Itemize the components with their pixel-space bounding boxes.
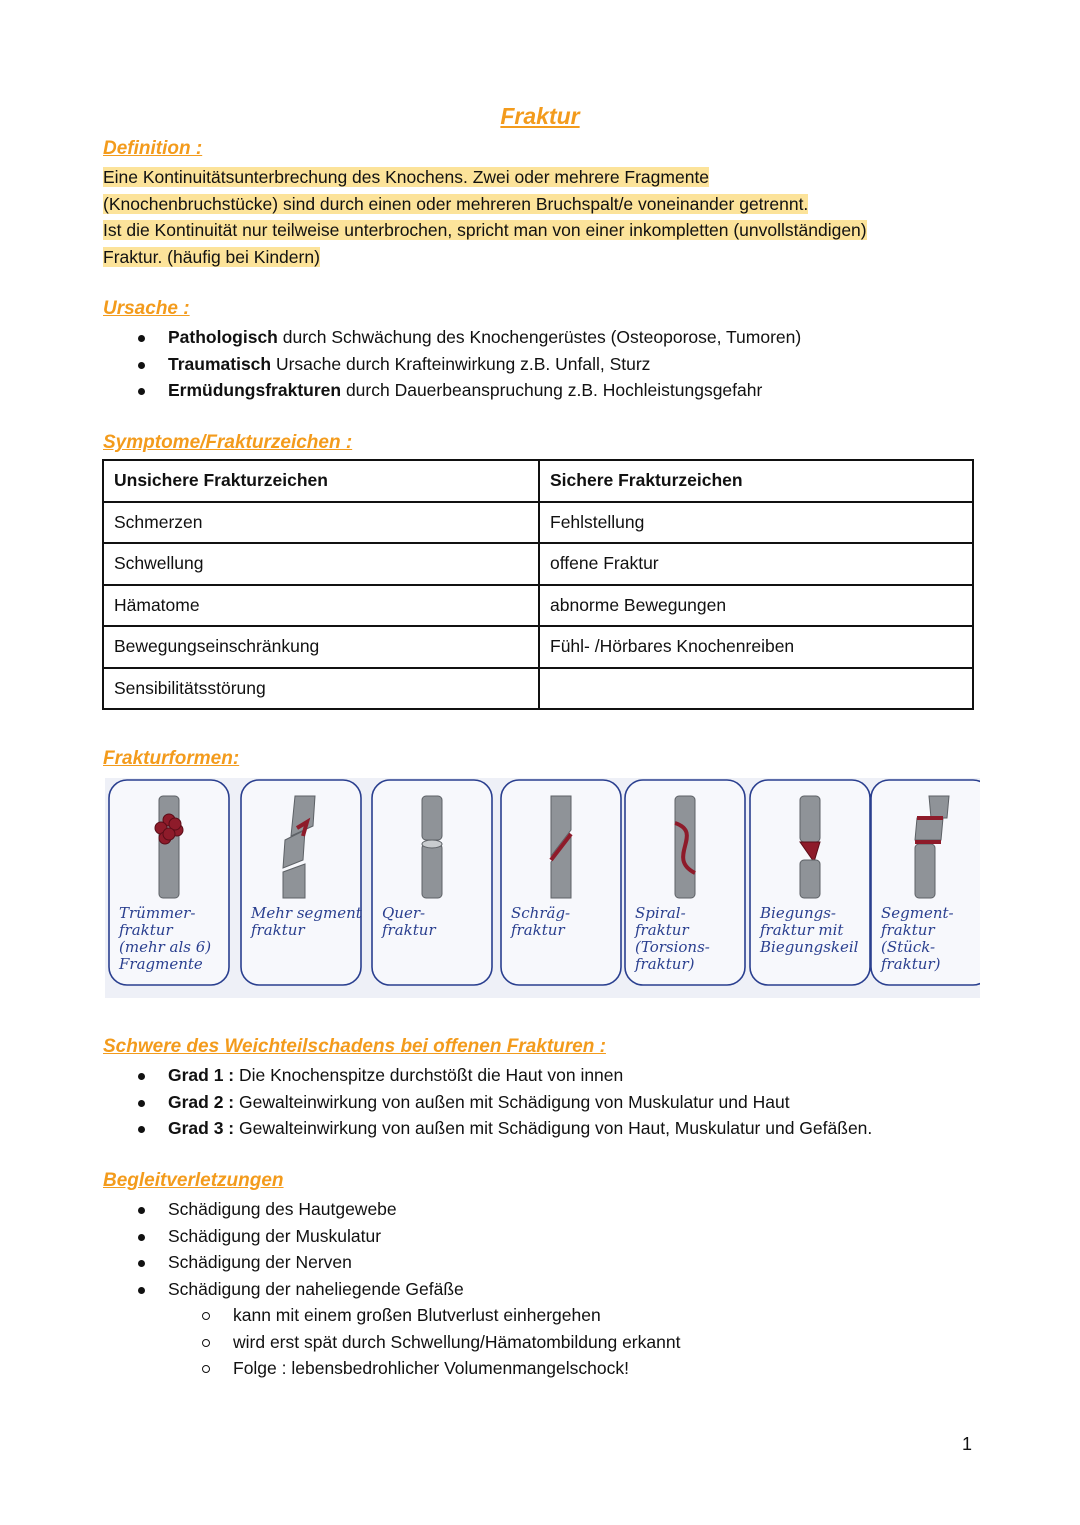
card-label: fraktur)	[635, 955, 695, 973]
frakturformen-heading: Frakturformen:	[103, 748, 240, 769]
table-row	[103, 543, 973, 585]
symptom-table	[102, 459, 974, 710]
table-row	[103, 668, 973, 710]
definition-heading: Definition :	[103, 138, 203, 159]
bone-lower	[915, 844, 935, 898]
table-cell: Bewegungseinschränkung	[103, 626, 539, 668]
card-label: Schräg-	[511, 904, 571, 922]
sub-list-item	[130, 1329, 680, 1356]
bone-lower	[422, 844, 442, 898]
ursache-list	[130, 324, 801, 404]
card-label: Fragmente	[119, 955, 203, 973]
table-cell: Schwellung	[103, 543, 539, 585]
definition-line: Fraktur. (häufig bei Kindern)	[103, 246, 320, 267]
card-label: Trümmer-	[119, 904, 196, 922]
list-item	[130, 1062, 872, 1089]
card-label: fraktur	[635, 921, 689, 939]
bullet-icon	[138, 335, 145, 342]
item-text: wird erst spät durch Schwellung/Hämatombildung erkannt	[233, 1331, 681, 1352]
bone-upper	[929, 796, 949, 818]
list-item	[130, 324, 801, 351]
table-cell: Hämatome	[103, 585, 539, 627]
list-item	[130, 1115, 872, 1142]
bone-upper	[800, 796, 820, 842]
card-label: Quer-	[382, 904, 426, 922]
bullet-icon	[138, 1207, 145, 1214]
bullet-icon	[138, 1260, 145, 1267]
card-label: fraktur	[511, 921, 565, 939]
card-label: Segment-	[881, 904, 954, 922]
card-label: fraktur	[251, 921, 305, 939]
item-text: kann mit einem großen Blutverlust einhergehen	[233, 1305, 601, 1325]
hollow-bullet-icon	[202, 1312, 210, 1320]
table-cell: Fehlstellung	[539, 502, 973, 544]
card-label: Biegungs-	[760, 904, 836, 922]
ursache-heading: Ursache :	[103, 298, 190, 319]
hollow-bullet-icon	[202, 1339, 210, 1347]
begleit-list	[130, 1196, 680, 1382]
card-label: Mehr segment	[251, 904, 362, 922]
sub-list-item	[130, 1302, 680, 1329]
weichteil-list	[130, 1062, 872, 1142]
bone-middle	[915, 818, 943, 840]
bone-shaft	[159, 796, 179, 898]
bullet-icon	[138, 362, 145, 369]
table-cell: abnorme Bewegungen	[539, 585, 973, 627]
list-item	[130, 351, 801, 378]
column-header: Sichere Frakturzeichen	[539, 460, 973, 502]
bullet-icon	[138, 1234, 145, 1241]
bullet-icon	[138, 1287, 145, 1294]
table-cell: Schmerzen	[103, 502, 539, 544]
definition-line: Eine Kontinuitätsunterbrechung des Knochens. Zwei oder mehrere Fragmente	[103, 167, 710, 187]
hollow-bullet-icon	[202, 1365, 210, 1373]
symptome-heading: Symptome/Frakturzeichen :	[103, 432, 353, 453]
card-label: fraktur	[881, 921, 935, 939]
list-item	[130, 1249, 680, 1276]
table-cell: Sensibilitätsstörung	[103, 668, 539, 710]
table-header-row	[103, 460, 973, 502]
item-text: Schädigung der naheliegende Gefäße	[168, 1278, 464, 1299]
table-cell	[539, 668, 973, 710]
card-label: fraktur	[382, 921, 436, 939]
item-text: Gewalteinwirkung von außen mit Schädigung von Haut, Muskulatur und Gefäßen.	[234, 1118, 873, 1138]
sub-list-item	[130, 1355, 680, 1382]
fracture-surface	[422, 840, 442, 848]
item-term: Grad 1 :	[168, 1065, 235, 1085]
table-row	[103, 502, 973, 544]
weichteil-heading: Schwere des Weichteilschadens bei offenen Frakturen :	[103, 1036, 606, 1057]
card-label: fraktur mit	[760, 921, 844, 939]
table-cell: Fühl- /Hörbares Knochenreiben	[539, 626, 973, 668]
item-term: Traumatisch	[168, 353, 272, 374]
bullet-icon	[138, 1126, 145, 1133]
table-cell: offene Fraktur	[539, 543, 973, 585]
begleit-heading: Begleitverletzungen	[103, 1170, 284, 1191]
card-label: Spiral-	[635, 904, 686, 922]
bone-upper	[422, 796, 442, 840]
definition-line: Ist die Kontinuität nur teilweise unterbrochen, spricht man von einer inkompletten (unvollständigen)	[103, 220, 867, 240]
item-text: Schädigung des Hautgewebe	[168, 1199, 397, 1219]
item-text: Die Knochenspitze durchstößt die Haut von innen	[234, 1065, 624, 1085]
item-term: Pathologisch	[168, 327, 278, 347]
column-header: Unsichere Frakturzeichen	[103, 460, 539, 502]
bullet-icon	[138, 388, 145, 395]
item-text: Gewalteinwirkung von außen mit Schädigung von Muskulatur und Haut	[234, 1091, 790, 1112]
list-item	[130, 1223, 680, 1250]
item-text: durch Schwächung des Knochengerüstes (Osteoporose, Tumoren)	[277, 327, 802, 347]
item-term: Grad 3 :	[168, 1118, 235, 1138]
page-title: Fraktur	[500, 103, 580, 129]
definition-text	[103, 164, 983, 270]
card-label: (Stück-	[881, 938, 936, 956]
fracture-types-drawing	[105, 778, 980, 998]
list-item	[130, 1089, 872, 1116]
item-text: Ursache durch Krafteinwirkung z.B. Unfall, Sturz	[271, 353, 651, 374]
card-label: (mehr als 6)	[119, 938, 212, 956]
item-text: Schädigung der Nerven	[168, 1252, 352, 1272]
item-term: Ermüdungsfrakturen	[168, 380, 342, 400]
list-item	[130, 1196, 680, 1223]
bone-lower	[800, 860, 820, 898]
item-text: Schädigung der Muskulatur	[168, 1225, 382, 1246]
item-text: durch Dauerbeanspruchung z.B. Hochleistungsgefahr	[341, 380, 763, 400]
list-item	[130, 1276, 680, 1303]
card-label: fraktur)	[881, 955, 941, 973]
card-label: Biegungskeil	[760, 938, 859, 956]
table-row	[103, 626, 973, 668]
definition-line: (Knochenbruchstücke) sind durch einen oder mehreren Bruchspalt/e voneinander getrennt.	[103, 193, 809, 214]
card-label: (Torsions-	[635, 938, 710, 956]
list-item	[130, 377, 801, 404]
page-number: 1	[962, 1434, 973, 1454]
bullet-icon	[138, 1073, 145, 1080]
fracture-types-figure	[105, 778, 980, 998]
item-text: Folge : lebensbedrohlicher Volumenmangelschock!	[233, 1358, 629, 1378]
card-label: fraktur	[119, 921, 173, 939]
bullet-icon	[138, 1100, 145, 1107]
bone-fragment	[163, 828, 175, 840]
item-term: Grad 2 :	[168, 1091, 235, 1112]
table-row	[103, 585, 973, 627]
